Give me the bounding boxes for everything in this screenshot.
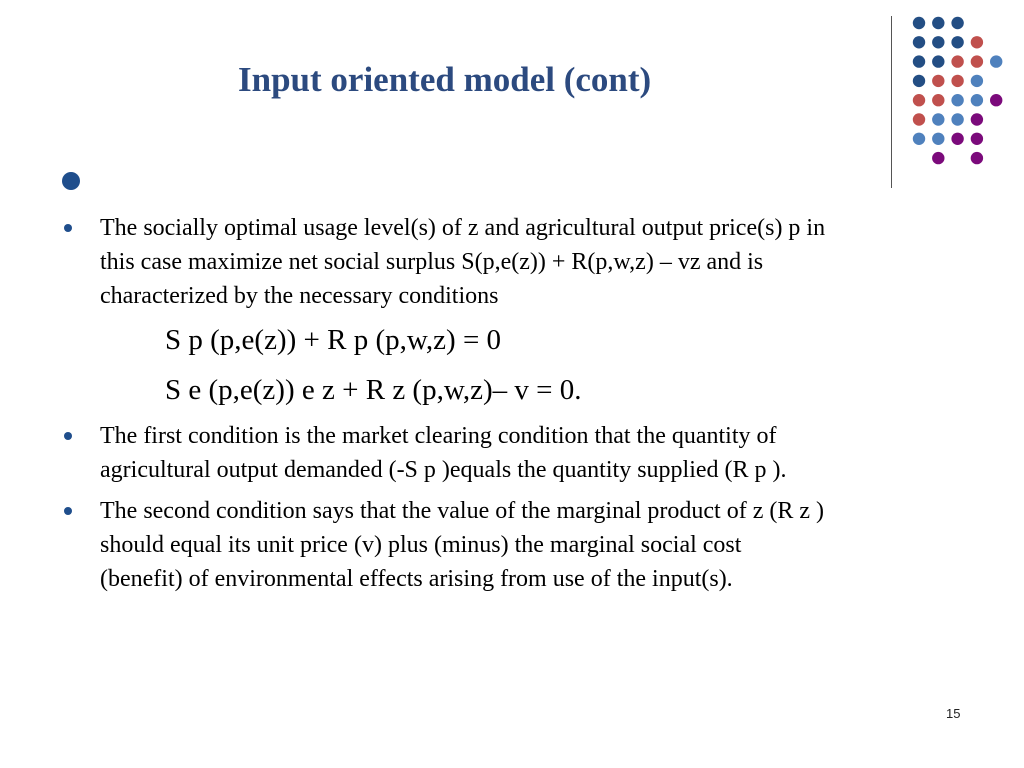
decorative-dot — [990, 94, 1002, 106]
decorative-dot — [932, 133, 944, 145]
decorative-dot — [932, 75, 944, 87]
equation-2: S e (p,e(z)) e z + R z (p,w,z)– v = 0. — [165, 374, 582, 406]
slide-title: Input oriented model (cont) — [238, 60, 652, 99]
bullet-3-line-3: (benefit) of environmental effects arising from use of the input(s). — [100, 566, 733, 592]
bullet-3-line-2: should equal its unit price (v) plus (minus) the marginal social cost — [100, 532, 742, 558]
bullet-paragraph-1 — [100, 211, 980, 313]
decorative-dot — [932, 36, 944, 48]
decorative-dot — [951, 94, 963, 106]
decorative-dot — [951, 113, 963, 125]
decorative-dot — [932, 113, 944, 125]
decorative-dot — [932, 94, 944, 106]
decorative-dot — [913, 133, 925, 145]
decorative-dot — [913, 17, 925, 29]
decorative-dot — [971, 55, 983, 67]
decorative-dot — [951, 17, 963, 29]
bullet-paragraph-3 — [100, 494, 980, 596]
decorative-dot — [951, 36, 963, 48]
bullet-2-line-2: agricultural output demanded (-S p )equals the quantity supplied (R p ). — [100, 457, 787, 483]
bullet-1-line-1: The socially optimal usage level(s) of z and agricultural output price(s) p in — [100, 215, 826, 241]
decorative-dot — [913, 75, 925, 87]
equation-1: S p (p,e(z)) + R p (p,w,z) = 0 — [165, 324, 502, 356]
decorative-dot — [951, 133, 963, 145]
empty-bullet-marker — [62, 172, 80, 190]
decorative-dot-grid — [0, 0, 1024, 200]
decorative-dot — [971, 94, 983, 106]
decorative-dot — [913, 113, 925, 125]
bullet-marker-icon — [64, 224, 72, 232]
bullet-marker-icon — [64, 507, 72, 515]
decorative-dot — [971, 113, 983, 125]
decorative-dot — [932, 17, 944, 29]
decorative-dot — [951, 75, 963, 87]
decorative-dot — [913, 94, 925, 106]
decorative-dot — [990, 55, 1002, 67]
page-number: 15 — [946, 706, 961, 721]
decorative-dot — [971, 75, 983, 87]
bullet-paragraph-2 — [100, 419, 980, 487]
bullet-1-line-3: characterized by the necessary conditions — [100, 283, 499, 309]
decorative-dot — [971, 36, 983, 48]
decorative-dot — [951, 55, 963, 67]
bullet-marker-icon — [64, 432, 72, 440]
title-divider-line — [891, 16, 892, 188]
decorative-dot — [913, 55, 925, 67]
bullet-3-line-1: The second condition says that the value of the marginal product of z (R z ) — [100, 498, 825, 524]
bullet-2-line-1: The first condition is the market clearing condition that the quantity of — [100, 423, 777, 449]
decorative-dot — [932, 152, 944, 164]
decorative-dot — [971, 152, 983, 164]
bullet-1-line-2: this case maximize net social surplus S(p,e(z)) + R(p,w,z) – vz and is — [100, 249, 764, 275]
decorative-dot — [932, 55, 944, 67]
decorative-dot — [971, 133, 983, 145]
decorative-dot — [913, 36, 925, 48]
